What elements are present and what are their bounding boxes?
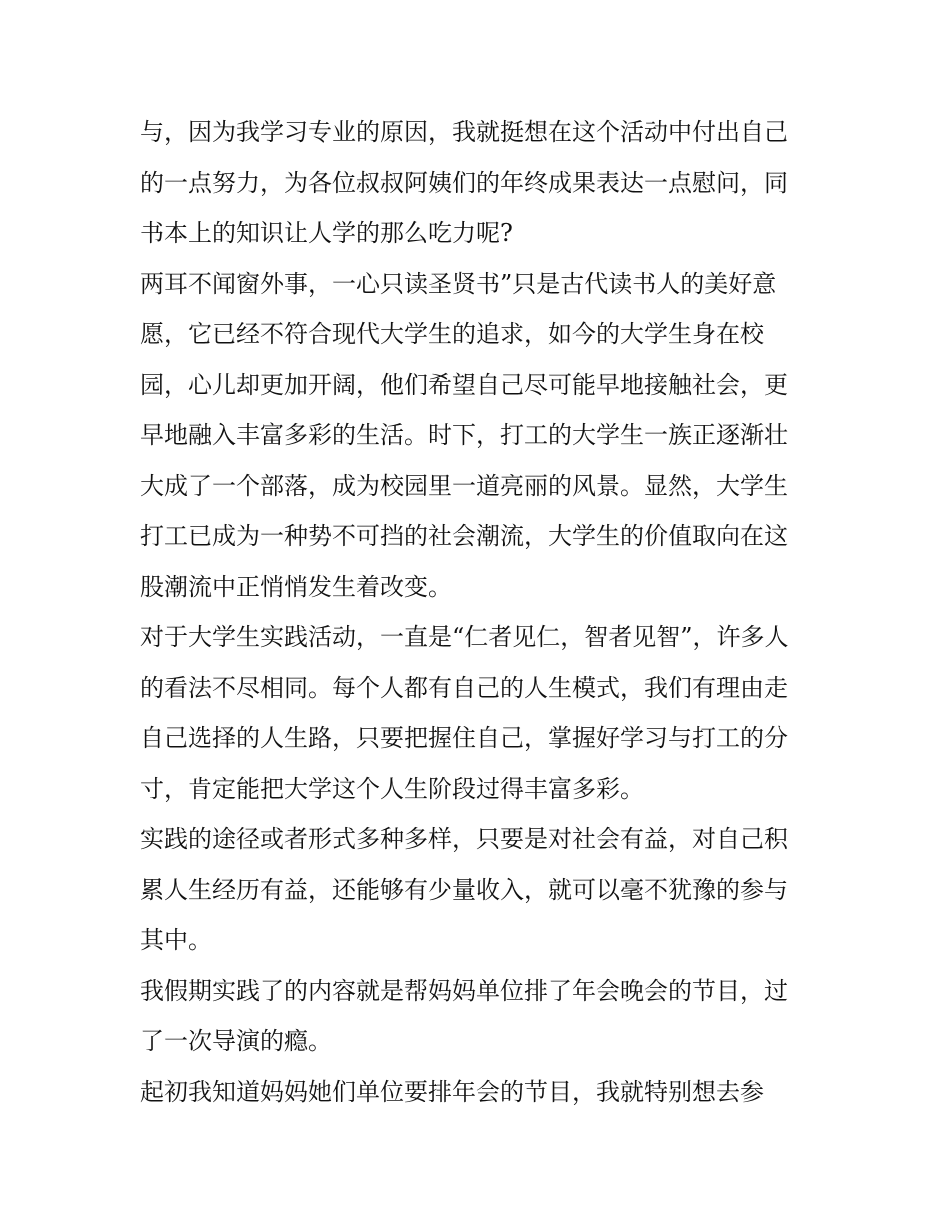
text-line: 累人生经历有益，还能够有少量收入，就可以毫不犹豫的参与 [140, 875, 788, 904]
text-line: 书本上的知识让人学的那么吃力呢? [140, 219, 513, 247]
text-line: 园，心儿却更加开阔，他们希望自己尽可能早地接触社会，更 [140, 370, 788, 399]
text-line: 寸，肯定能把大学这个人生阶段过得丰富多彩。 [140, 774, 644, 803]
text-line: 两耳不闻窗外事，一心只读圣贤书”只是古代读书人的美好意 [140, 269, 777, 298]
text-line: 打工已成为一种势不可挡的社会潮流，大学生的价值取向在这 [140, 522, 788, 550]
text-line: 愿，它已经不符合现代大学生的追求，如今的大学生身在校 [140, 320, 764, 348]
text-line: 大成了一个部落，成为校园里一道亮丽的风景。显然，大学生 [140, 471, 788, 500]
text-line: 早地融入丰富多彩的生活。时下，打工的大学生一族正逐渐壮 [140, 421, 788, 449]
text-line: 的看法不尽相同。每个人都有自己的人生模式，我们有理由走 [140, 673, 788, 702]
text-line: 了一次导演的瘾。 [140, 1027, 332, 1055]
text-line: 自己选择的人生路，只要把握住自己，掌握好学习与打工的分 [140, 724, 788, 752]
text-line: 起初我知道妈妈她们单位要排年会的节目，我就特别想去参 [140, 1077, 764, 1106]
document-body-text [140, 107, 820, 1117]
text-line: 其中。 [140, 926, 212, 954]
text-line: 我假期实践了的内容就是帮妈妈单位排了年会晚会的节目，过 [140, 976, 788, 1005]
text-line: 实践的途径或者形式多种多样，只要是对社会有益，对自己积 [140, 825, 788, 853]
text-line: 对于大学生实践活动，一直是“仁者见仁，智者见智”，许多人 [140, 623, 789, 651]
text-line: 股潮流中正悄悄发生着改变。 [140, 572, 452, 601]
text-line: 与，因为我学习专业的原因，我就挺想在这个活动中付出自己 [140, 118, 788, 146]
text-line: 的一点努力，为各位叔叔阿姨们的年终成果表达一点慰问，同 [140, 168, 788, 197]
